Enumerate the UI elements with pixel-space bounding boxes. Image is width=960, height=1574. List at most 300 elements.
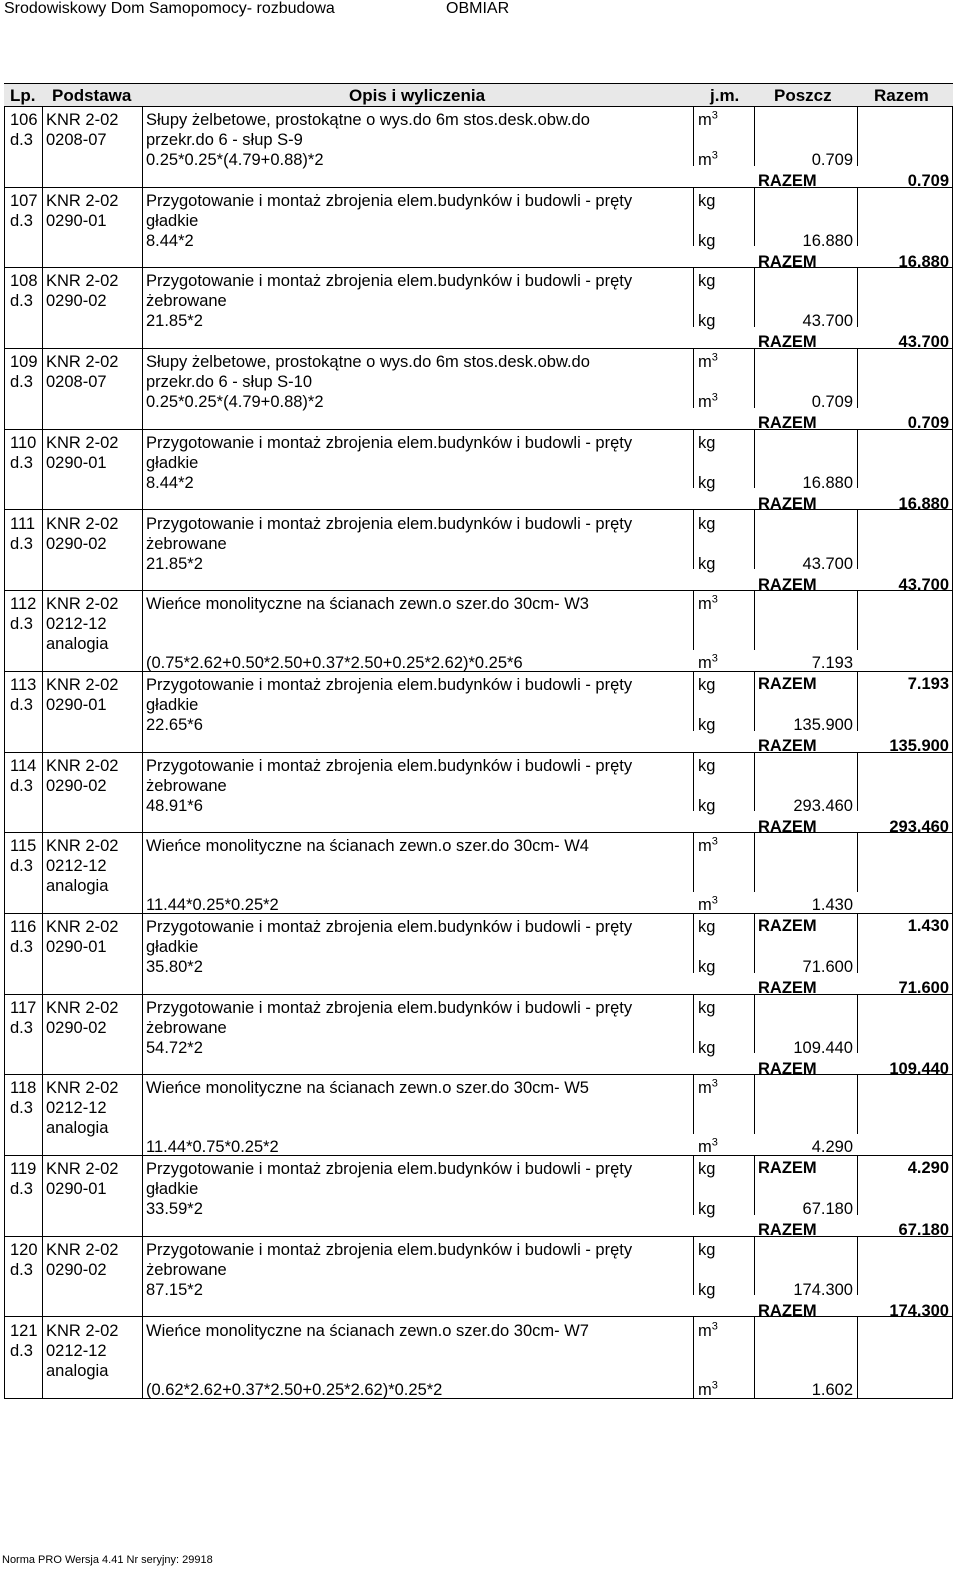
document-type: OBMIAR — [446, 0, 510, 17]
razem-value: 0.709 — [907, 414, 949, 433]
column-divider — [4, 510, 5, 591]
row-podstawa: KNR 2-02 — [46, 272, 119, 291]
row-calc: 35.80*2 — [146, 958, 203, 976]
row-podstawa: d.3 — [10, 1099, 33, 1118]
column-divider — [952, 106, 953, 187]
row-jm: kg — [698, 756, 716, 775]
column-divider — [693, 106, 694, 166]
column-divider — [42, 994, 43, 1075]
column-divider — [142, 348, 143, 429]
table-row — [4, 671, 953, 753]
row-opis: gładkie — [146, 1180, 199, 1199]
column-divider — [4, 832, 5, 913]
row-calc: (0.62*2.62+0.37*2.50+0.25*2.62)*0.25*2 — [146, 1380, 443, 1399]
column-divider — [693, 832, 694, 892]
table-header-row — [4, 83, 953, 107]
column-divider — [754, 590, 755, 650]
razem-label: RAZEM — [758, 1301, 817, 1320]
column-divider — [693, 348, 694, 408]
row-poszcz: 16.880 — [802, 473, 853, 492]
column-divider — [754, 187, 755, 247]
row-opis: Przygotowanie i montaż zbrojenia elem.budynków i budowli - pręty — [146, 675, 633, 694]
row-poszcz: 7.193 — [811, 654, 853, 673]
row-opis: żebrowane — [146, 1260, 227, 1279]
row-opis: gładkie — [146, 453, 199, 472]
row-poszcz: 43.700 — [802, 554, 853, 573]
row-calc: 0.25*0.25*(4.79+0.88)*2 — [146, 151, 324, 169]
column-divider — [857, 752, 858, 812]
column-divider — [693, 994, 694, 1054]
row-calc: 21.85*2 — [146, 554, 203, 573]
column-divider — [952, 913, 953, 994]
razem-label: RAZEM — [758, 736, 817, 755]
column-divider — [4, 187, 5, 268]
razem-label: RAZEM — [758, 817, 817, 836]
row-calc-jm: kg — [698, 1200, 716, 1219]
row-podstawa: d.3 — [10, 1018, 33, 1037]
column-divider — [693, 267, 694, 327]
row-calc-jm: kg — [698, 312, 716, 331]
column-divider — [142, 913, 143, 994]
column-divider — [142, 1236, 143, 1317]
column-divider — [42, 752, 43, 833]
row-poszcz: 135.900 — [793, 715, 853, 734]
column-divider — [142, 590, 143, 671]
row-jm: kg — [698, 1240, 716, 1259]
row-calc-jm: kg — [698, 1280, 716, 1299]
column-divider — [693, 1074, 694, 1134]
razem-label: RAZEM — [758, 494, 817, 513]
row-poszcz: 109.440 — [793, 1038, 853, 1057]
row-calc-jm: kg — [698, 554, 716, 573]
column-divider — [693, 590, 694, 650]
row-calc-jm: kg — [698, 796, 716, 815]
column-divider — [4, 1317, 5, 1398]
column-divider — [42, 267, 43, 348]
row-jm: kg — [698, 918, 716, 936]
row-jm: $m^3$ — [698, 109, 718, 129]
row-podstawa: 0212-12 — [46, 615, 107, 634]
column-divider — [952, 187, 953, 268]
column-divider — [142, 994, 143, 1075]
row-calc-jm: kg — [698, 231, 716, 250]
row-podstawa: d.3 — [10, 615, 33, 634]
column-divider — [754, 1155, 755, 1215]
row-podstawa: d.3 — [10, 776, 33, 795]
row-calc: 87.15*2 — [146, 1280, 203, 1299]
column-divider — [42, 348, 43, 429]
row-opis: Przygotowanie i montaż zbrojenia elem.budynków i budowli - pręty — [146, 918, 633, 936]
column-divider — [952, 429, 953, 510]
column-divider — [952, 1236, 953, 1317]
row-podstawa: d.3 — [10, 373, 33, 392]
row-lp: 117 — [10, 998, 37, 1017]
razem-value: 174.300 — [889, 1301, 949, 1320]
razem-value: 43.700 — [898, 575, 949, 594]
row-podstawa: KNR 2-02 — [46, 1240, 119, 1259]
row-podstawa: KNR 2-02 — [46, 191, 119, 210]
row-podstawa: 0290-02 — [46, 534, 107, 553]
row-calc: 11.44*0.75*0.25*2 — [146, 1138, 279, 1157]
header-razem: Razem — [874, 86, 929, 105]
column-divider — [142, 267, 143, 348]
razem-value: 293.460 — [889, 817, 949, 836]
row-poszcz: 1.602 — [811, 1380, 853, 1399]
column-divider — [952, 752, 953, 833]
row-opis: żebrowane — [146, 776, 227, 795]
table-row — [4, 106, 953, 188]
row-opis: Przygotowanie i montaż zbrojenia elem.budynków i budowli - pręty — [146, 191, 633, 210]
razem-label: RAZEM — [758, 1221, 817, 1240]
row-opis: gładkie — [146, 211, 199, 230]
row-podstawa: d.3 — [10, 857, 33, 876]
row-poszcz: 71.600 — [802, 958, 853, 976]
row-calc-jm: $m^3$ — [698, 391, 718, 412]
row-lp: 112 — [10, 595, 37, 614]
razem-value: 16.880 — [898, 494, 949, 513]
row-poszcz: 1.430 — [811, 896, 853, 915]
column-divider — [754, 106, 755, 166]
column-divider — [693, 510, 694, 570]
razem-value: 43.700 — [898, 333, 949, 352]
razem-value: 1.430 — [907, 917, 949, 936]
row-podstawa: 0208-07 — [46, 131, 107, 149]
razem-label: RAZEM — [758, 979, 817, 997]
row-jm: kg — [698, 272, 716, 291]
column-divider — [754, 429, 755, 489]
column-divider — [754, 348, 755, 408]
row-jm: kg — [698, 675, 716, 694]
column-divider — [857, 1155, 858, 1215]
row-calc: 54.72*2 — [146, 1038, 203, 1057]
row-lp: 110 — [10, 433, 37, 452]
row-opis: Przygotowanie i montaż zbrojenia elem.budynków i budowli - pręty — [146, 272, 633, 291]
column-divider — [4, 429, 5, 510]
column-divider — [952, 510, 953, 591]
row-podstawa: KNR 2-02 — [46, 918, 119, 936]
row-lp: 116 — [10, 918, 37, 936]
row-opis: żebrowane — [146, 534, 227, 553]
column-divider — [42, 1236, 43, 1317]
row-poszcz: 0.709 — [811, 151, 853, 169]
row-podstawa: analogia — [46, 1361, 109, 1380]
column-divider — [4, 348, 5, 429]
row-calc-jm: kg — [698, 1038, 716, 1057]
row-jm: kg — [698, 1160, 716, 1179]
row-podstawa: d.3 — [10, 211, 33, 230]
table-row — [4, 187, 953, 269]
row-podstawa: analogia — [46, 1119, 109, 1138]
row-lp: 120 — [10, 1240, 38, 1259]
column-divider — [693, 671, 694, 731]
row-podstawa: d.3 — [10, 131, 33, 149]
row-podstawa: 0290-02 — [46, 776, 107, 795]
row-opis: przekr.do 6 - słup S-9 — [146, 131, 303, 149]
column-divider — [142, 187, 143, 268]
row-podstawa: KNR 2-02 — [46, 353, 119, 372]
column-divider — [754, 1236, 755, 1296]
row-poszcz: 16.880 — [802, 231, 853, 250]
row-podstawa: analogia — [46, 635, 109, 654]
column-divider — [4, 994, 5, 1075]
column-divider — [857, 510, 858, 570]
row-podstawa: 0290-02 — [46, 292, 107, 311]
row-podstawa: 0212-12 — [46, 1099, 107, 1118]
column-divider — [42, 913, 43, 994]
column-divider — [754, 752, 755, 812]
table-row — [4, 752, 953, 834]
column-divider — [754, 1074, 755, 1134]
row-calc: 21.85*2 — [146, 312, 203, 331]
row-podstawa: 0290-02 — [46, 1260, 107, 1279]
row-podstawa: d.3 — [10, 292, 33, 311]
row-opis: Wieńce monolityczne na ścianach zewn.o szer.do 30cm- W7 — [146, 1321, 589, 1340]
row-podstawa: KNR 2-02 — [46, 998, 119, 1017]
razem-label: RAZEM — [758, 575, 817, 594]
row-podstawa: d.3 — [10, 1180, 33, 1199]
column-divider — [693, 1155, 694, 1215]
razem-value: 67.180 — [898, 1221, 949, 1240]
row-calc-jm: kg — [698, 958, 716, 976]
row-podstawa: 0212-12 — [46, 857, 107, 876]
table-row — [4, 1236, 953, 1318]
document-title: Srodowiskowy Dom Samopomocy- rozbudowa — [4, 0, 335, 17]
column-divider — [952, 1155, 953, 1236]
column-divider — [42, 671, 43, 752]
column-divider — [754, 832, 755, 892]
razem-value: 0.709 — [907, 172, 949, 190]
column-divider — [4, 1074, 5, 1155]
row-calc: 33.59*2 — [146, 1200, 203, 1219]
column-divider — [142, 1317, 143, 1398]
header-podstawa: Podstawa — [52, 86, 132, 105]
header-poszcz: Poszcz — [774, 86, 832, 105]
razem-label: RAZEM — [758, 414, 817, 433]
row-lp: 109 — [10, 353, 38, 372]
razem-value: 7.193 — [907, 675, 949, 694]
row-calc-jm: $m^3$ — [698, 1136, 718, 1157]
row-opis: Przygotowanie i montaż zbrojenia elem.budynków i budowli - pręty — [146, 433, 633, 452]
razem-value: 4.290 — [907, 1159, 949, 1178]
column-divider — [4, 106, 5, 187]
row-calc-jm: kg — [698, 473, 716, 492]
row-jm: $m^3$ — [698, 1077, 718, 1098]
column-divider — [952, 832, 953, 913]
table-row — [4, 429, 953, 511]
header-opis: Opis i wyliczenia — [349, 86, 486, 105]
column-divider — [693, 913, 694, 973]
row-opis: gładkie — [146, 695, 199, 714]
column-divider — [952, 1317, 953, 1398]
column-divider — [4, 1236, 5, 1317]
row-opis: Przygotowanie i montaż zbrojenia elem.budynków i budowli - pręty — [146, 514, 633, 533]
row-podstawa: analogia — [46, 877, 109, 896]
row-podstawa: 0212-12 — [46, 1341, 107, 1360]
column-divider — [857, 348, 858, 408]
row-lp: 113 — [10, 675, 37, 694]
column-divider — [754, 267, 755, 327]
row-opis: gładkie — [146, 938, 199, 956]
column-divider — [4, 1155, 5, 1236]
row-podstawa: KNR 2-02 — [46, 595, 119, 614]
razem-label: RAZEM — [758, 172, 817, 190]
row-poszcz: 43.700 — [802, 312, 853, 331]
column-divider — [42, 429, 43, 510]
row-podstawa: 0208-07 — [46, 373, 107, 392]
column-divider — [693, 187, 694, 247]
row-podstawa: KNR 2-02 — [46, 111, 119, 129]
row-poszcz: 174.300 — [793, 1280, 853, 1299]
column-divider — [142, 752, 143, 833]
row-podstawa: KNR 2-02 — [46, 514, 119, 533]
row-calc: (0.75*2.62+0.50*2.50+0.37*2.50+0.25*2.62)*0.25*6 — [146, 654, 523, 673]
column-divider — [857, 1317, 858, 1398]
row-poszcz: 293.460 — [793, 796, 853, 815]
table-row — [4, 267, 953, 352]
column-divider — [42, 187, 43, 268]
column-divider — [857, 913, 858, 973]
razem-value: 109.440 — [889, 1059, 949, 1078]
column-divider — [857, 590, 858, 650]
column-divider — [693, 1317, 694, 1398]
column-divider — [754, 913, 755, 973]
column-divider — [142, 1155, 143, 1236]
row-lp: 115 — [10, 837, 37, 856]
column-divider — [4, 590, 5, 671]
table-row — [4, 994, 953, 1076]
row-jm: $m^3$ — [698, 835, 718, 856]
row-opis: Słupy żelbetowe, prostokątne o wys.do 6m stos.desk.obw.do — [146, 353, 590, 372]
razem-label: RAZEM — [758, 1059, 817, 1078]
column-divider — [857, 106, 858, 166]
column-divider — [693, 429, 694, 489]
column-divider — [142, 1074, 143, 1155]
row-podstawa: d.3 — [10, 695, 33, 714]
row-opis: Przygotowanie i montaż zbrojenia elem.budynków i budowli - pręty — [146, 1240, 633, 1259]
row-opis: żebrowane — [146, 292, 227, 311]
row-calc-jm: $m^3$ — [698, 149, 718, 169]
row-calc: 11.44*0.25*0.25*2 — [146, 896, 279, 915]
row-podstawa: d.3 — [10, 1341, 33, 1360]
row-lp: 114 — [10, 756, 37, 775]
row-podstawa: 0290-01 — [46, 211, 107, 230]
row-podstawa: d.3 — [10, 1260, 33, 1279]
razem-value: 71.600 — [898, 979, 949, 997]
row-lp: 106 — [10, 111, 38, 129]
header-lp: Lp. — [10, 86, 36, 105]
row-opis: Słupy żelbetowe, prostokątne o wys.do 6m stos.desk.obw.do — [146, 111, 590, 129]
column-divider — [142, 671, 143, 752]
column-divider — [142, 832, 143, 913]
row-podstawa: 0290-01 — [46, 695, 107, 714]
row-opis: Przygotowanie i montaż zbrojenia elem.budynków i budowli - pręty — [146, 1160, 633, 1179]
row-podstawa: KNR 2-02 — [46, 756, 119, 775]
row-podstawa: KNR 2-02 — [46, 1160, 119, 1179]
column-divider — [42, 1317, 43, 1398]
row-calc-jm: $m^3$ — [698, 652, 718, 673]
razem-value: 135.900 — [889, 736, 949, 755]
razem-value: 16.880 — [898, 252, 949, 271]
row-poszcz: 4.290 — [811, 1138, 853, 1157]
column-divider — [42, 590, 43, 671]
column-divider — [754, 1317, 755, 1398]
razem-label: RAZEM — [758, 675, 817, 694]
row-podstawa: 0290-01 — [46, 1180, 107, 1199]
table-row — [4, 348, 953, 433]
column-divider — [857, 267, 858, 327]
row-opis: Przygotowanie i montaż zbrojenia elem.budynków i budowli - pręty — [146, 998, 633, 1017]
column-divider — [42, 1074, 43, 1155]
column-divider — [952, 267, 953, 348]
row-podstawa: KNR 2-02 — [46, 1079, 119, 1098]
column-divider — [42, 510, 43, 591]
table-row — [4, 1317, 953, 1399]
column-divider — [857, 832, 858, 892]
column-divider — [4, 913, 5, 994]
row-podstawa: d.3 — [10, 534, 33, 553]
row-jm: $m^3$ — [698, 593, 718, 614]
razem-label: RAZEM — [758, 252, 817, 271]
row-podstawa: d.3 — [10, 453, 33, 472]
table-row — [4, 510, 953, 592]
row-calc: 48.91*6 — [146, 796, 203, 815]
row-poszcz: 67.180 — [802, 1200, 853, 1219]
column-divider — [952, 348, 953, 429]
table-row — [4, 913, 953, 995]
column-divider — [693, 752, 694, 812]
column-divider — [857, 429, 858, 489]
row-opis: Wieńce monolityczne na ścianach zewn.o szer.do 30cm- W5 — [146, 1079, 589, 1098]
row-opis: Wieńce monolityczne na ścianach zewn.o szer.do 30cm- W3 — [146, 595, 589, 614]
header-jm: j.m. — [710, 86, 740, 105]
row-podstawa: KNR 2-02 — [46, 1321, 119, 1340]
row-jm: kg — [698, 514, 716, 533]
row-opis: Przygotowanie i montaż zbrojenia elem.budynków i budowli - pręty — [146, 756, 633, 775]
column-divider — [42, 1155, 43, 1236]
row-jm: kg — [698, 998, 716, 1017]
row-calc-jm: kg — [698, 715, 716, 734]
column-divider — [952, 994, 953, 1075]
row-podstawa: 0290-01 — [46, 938, 107, 956]
column-divider — [952, 590, 953, 671]
row-lp: 118 — [10, 1079, 37, 1098]
column-divider — [42, 832, 43, 913]
row-jm: $m^3$ — [698, 351, 718, 372]
column-divider — [754, 510, 755, 570]
row-podstawa: KNR 2-02 — [46, 433, 119, 452]
column-divider — [4, 671, 5, 752]
row-podstawa: KNR 2-02 — [46, 837, 119, 856]
column-divider — [952, 671, 953, 752]
razem-label: RAZEM — [758, 333, 817, 352]
row-jm: kg — [698, 433, 716, 452]
row-jm: $m^3$ — [698, 1320, 718, 1340]
row-lp: 108 — [10, 272, 38, 291]
column-divider — [857, 1236, 858, 1296]
razem-label: RAZEM — [758, 917, 817, 936]
row-jm: kg — [698, 191, 716, 210]
column-divider — [857, 671, 858, 731]
column-divider — [857, 994, 858, 1054]
row-lp: 121 — [10, 1321, 38, 1340]
column-divider — [142, 106, 143, 187]
column-divider — [754, 671, 755, 731]
column-divider — [4, 752, 5, 833]
column-divider — [857, 187, 858, 247]
column-divider — [857, 1074, 858, 1134]
row-podstawa: 0290-02 — [46, 1018, 107, 1037]
row-calc-jm: $m^3$ — [698, 894, 718, 915]
